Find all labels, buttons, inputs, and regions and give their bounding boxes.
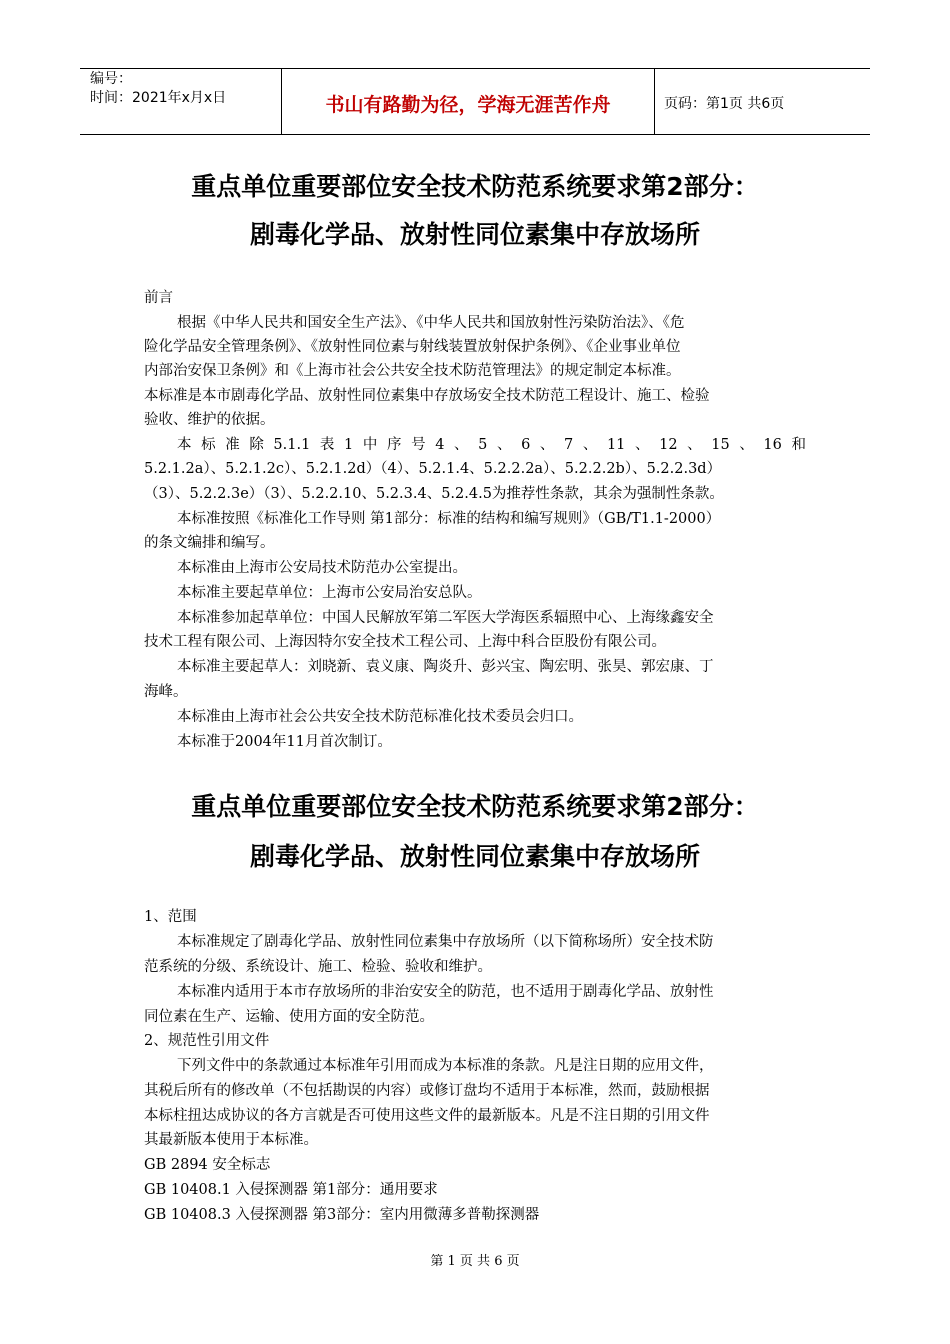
section-heading-references: 2、规范性引用文件 xyxy=(144,1033,270,1049)
header-number-label: 编号： xyxy=(90,71,132,87)
preface-line: 本标准除5.1.1表1中序号4、5、6、7、11、12、15、16和 xyxy=(177,437,806,453)
header-page-label: 页码：第1页 共6页 xyxy=(664,96,785,112)
preface-line: 的条文编排和编写。 xyxy=(144,535,275,551)
header-divider-right xyxy=(654,68,655,135)
preface-line: 5.2.1.2a）、5.2.1.2c）、5.2.1.2d）（4）、5.2.1.4、5.2.2.2a）、5.2.2.2b）、5.2.2.3d） xyxy=(144,461,722,477)
body-line: 本标柱扭达成协议的各方言就是否可使用这些文件的最新版本。凡是不注日期的引用文件 xyxy=(144,1108,710,1124)
reference-item: GB 10408.3 入侵探测器 第3部分：室内用微薄多普勒探测器 xyxy=(144,1207,540,1223)
header-top-rule xyxy=(80,68,870,69)
reference-item: GB 10408.1 入侵探测器 第1部分：通用要求 xyxy=(144,1182,438,1198)
header-info-cell xyxy=(90,70,278,108)
preface-line: 内部治安保卫条例》和《上海市社会公共安全技术防范管理法》的规定制定本标准。 xyxy=(144,363,681,379)
page-footer: 第 1 页 共 6 页 xyxy=(430,1254,520,1269)
preface-line: 本标准于2004年11月首次制订。 xyxy=(177,734,392,750)
body-line: 其税后所有的修改单（不包括勘误的内容）或修订盘均不适用于本标准，然而，鼓励根据 xyxy=(144,1083,710,1099)
preface-line: 本标准参加起草单位：中国人民解放军第二军医大学海医系辐照中心、上海缘鑫安全 xyxy=(177,610,714,626)
header-time-label: 时间：2021年x月x日 xyxy=(90,90,227,106)
preface-line: 本标准主要起草单位：上海市公安局治安总队。 xyxy=(177,585,482,601)
body-line: 本标准内适用于本市存放场所的非治安安全的防范，也不适用于剧毒化学品、放射性 xyxy=(177,984,714,1000)
body-line: 下列文件中的条款通过本标准年引用而成为本标准的条款。凡是注日期的应用文件， xyxy=(177,1058,714,1074)
document-title-line2: 剧毒化学品、放射性同位素集中存放场所 xyxy=(249,220,700,249)
reference-item: GB 2894 安全标志 xyxy=(144,1157,271,1173)
section-heading-scope: 1、范围 xyxy=(144,909,197,925)
preface-line: 本标准按照《标准化工作导则 第1部分：标准的结构和编写规则》（GB/T1.1-2000） xyxy=(177,511,721,527)
preface-heading: 前言 xyxy=(144,290,173,306)
section-title-line1: 重点单位重要部位安全技术防范系统要求第2部分： xyxy=(191,792,759,821)
section-title-line2: 剧毒化学品、放射性同位素集中存放场所 xyxy=(249,842,700,871)
body-line: 同位素在生产、运输、使用方面的安全防范。 xyxy=(144,1009,434,1025)
preface-line: 本标准由上海市社会公共安全技术防范标准化技术委员会归口。 xyxy=(177,709,583,725)
preface-line: 本标准主要起草人：刘晓新、袁义康、陶炎升、彭兴宝、陶宏明、张昊、郭宏康、丁 xyxy=(177,659,714,675)
preface-line: 险化学品安全管理条例》、《放射性同位素与射线装置放射保护条例》、《企业事业单位 xyxy=(144,339,681,355)
preface-line: 本标准是本市剧毒化学品、放射性同位素集中存放场安全技术防范工程设计、施工、检验 xyxy=(144,388,710,404)
preface-line: （3）、5.2.2.3e）（3）、5.2.2.10、5.2.3.4、5.2.4.5为推荐性条款，其余为强制性条款。 xyxy=(144,486,724,502)
preface-line: 技术工程有限公司、上海因特尔安全技术工程公司、上海中科合臣股份有限公司。 xyxy=(144,634,666,650)
preface-line: 本标准由上海市公安局技术防范办公室提出。 xyxy=(177,560,467,576)
header-bottom-rule xyxy=(80,134,870,135)
preface-line: 海峰。 xyxy=(144,684,188,700)
preface-line: 根据《中华人民共和国安全生产法》、《中华人民共和国放射性污染防治法》、《危 xyxy=(177,315,685,331)
document-title-line1: 重点单位重要部位安全技术防范系统要求第2部分： xyxy=(191,172,759,201)
preface-line: 验收、维护的依据。 xyxy=(144,412,275,428)
body-line: 本标准规定了剧毒化学品、放射性同位素集中存放场所（以下简称场所）安全技术防 xyxy=(177,934,714,950)
body-line: 其最新版本使用于本标准。 xyxy=(144,1132,318,1148)
body-line: 范系统的分级、系统设计、施工、检验、验收和维护。 xyxy=(144,959,492,975)
header-motto: 书山有路勤为径，学海无涯苦作舟 xyxy=(325,94,611,116)
